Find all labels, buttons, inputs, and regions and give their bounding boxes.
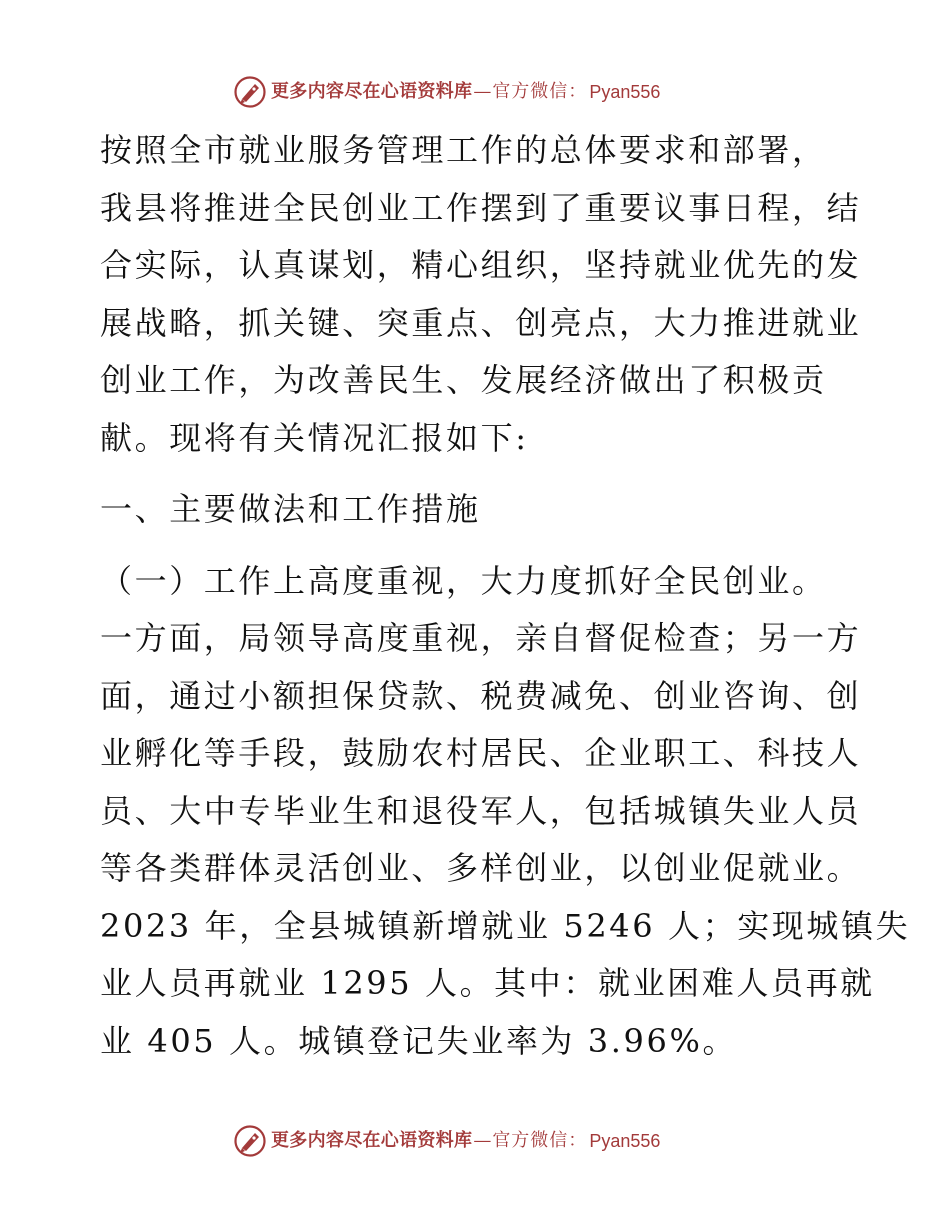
paragraph-line: 献。现将有关情况汇报如下: [100,418,529,457]
watermark-title: 更多内容尽在心语资料库 [271,81,473,102]
watermark-title: 更多内容尽在心语资料库 [271,1130,473,1151]
pen-nib-logo-icon [233,75,267,109]
paragraph-line: 业 405 人。城镇登记失业率为 3.96%。 [100,1021,738,1060]
paragraph-line: 业人员再就业 1295 人。其中：就业困难人员再就 [100,964,875,1002]
paragraph-line: 2023 年，全县城镇新增就业 5246 人；实现城镇失 [100,906,911,945]
watermark-wechat-label: 官方微信： [492,81,588,102]
paragraph-line: 员、大中专毕业生和退役军人，包括城镇失业人员 [100,791,862,830]
paragraph-line: 展战略，抓关键、突重点、创亮点，大力推进就业 [100,303,862,342]
pen-nib-logo-icon [233,1124,267,1158]
section-paragraph [100,553,911,1071]
paragraph-line: 一方面，局领导高度重视，亲自督促检查；另一方 [100,619,862,657]
watermark-wechat-id: Pyan556 [589,1131,661,1151]
watermark-dash: — [473,1130,492,1151]
watermark-header [233,75,660,109]
paragraph-line: 业孵化等手段，鼓励农村居民、企业职工、科技人 [100,734,862,772]
document-body [100,122,911,1070]
watermark-wechat-label: 官方微信： [492,1130,588,1151]
paragraph-line: 面，通过小额担保贷款、税费减免、创业咨询、创 [100,676,862,715]
paragraph-line: 按照全市就业服务管理工作的总体要求和部署， [100,131,827,169]
paragraph-line: 等各类群体灵活创业、多样创业，以创业促就业。 [100,849,862,887]
watermark-dash: — [473,81,492,102]
section-heading: 一、主要做法和工作措施 [100,490,481,528]
paragraph-line: 合实际，认真谋划，精心组织，坚持就业优先的发 [100,246,862,284]
paragraph-line: 创业工作，为改善民生、发展经济做出了积极贡 [100,361,827,399]
paragraph-line: （一）工作上高度重视，大力度抓好全民创业。 [100,561,827,600]
paragraph-line: 我县将推进全民创业工作摆到了重要议事日程，结 [100,188,862,227]
watermark-wechat-id: Pyan556 [589,82,661,102]
watermark-footer [233,1124,660,1158]
intro-paragraph [100,122,860,467]
